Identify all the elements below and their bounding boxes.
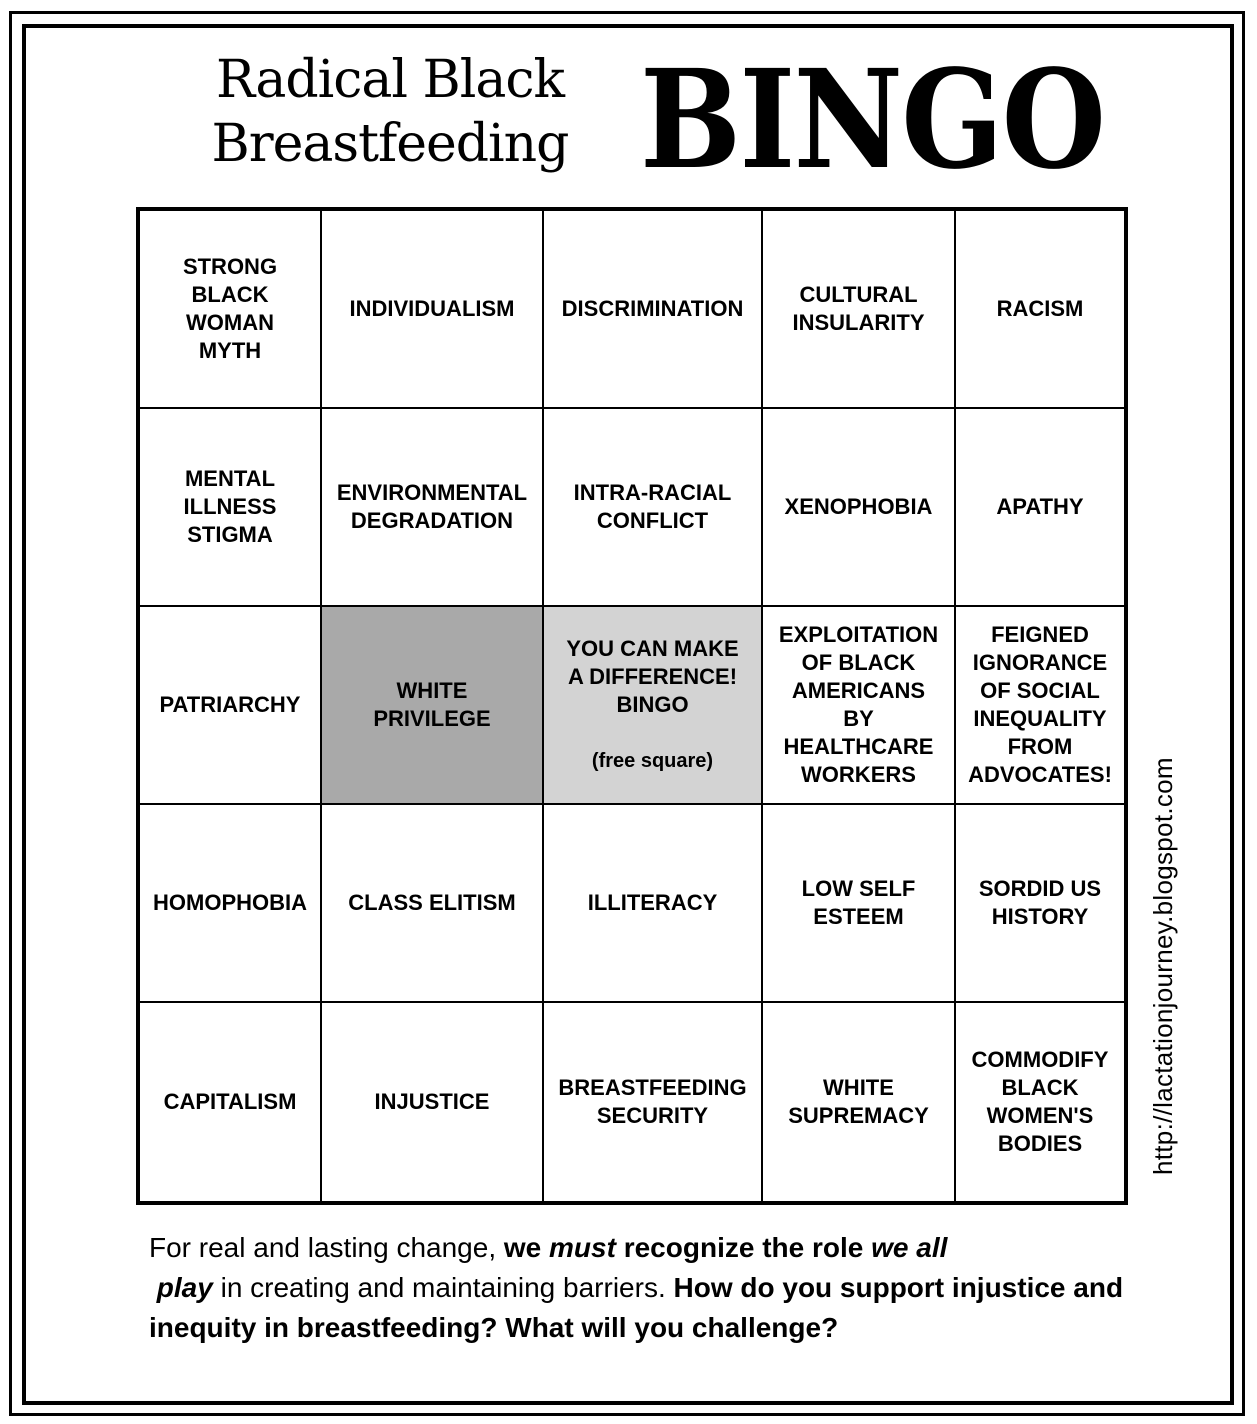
bingo-cell-7[interactable]: ENVIRONMENTAL DEGRADATION	[322, 409, 544, 607]
free-square-label: YOU CAN MAKE A DIFFERENCE! BINGO	[566, 636, 739, 717]
bingo-cell-16[interactable]: HOMOPHOBIA	[140, 805, 322, 1003]
footer-text	[149, 1228, 1149, 1348]
footer-text-3: must	[549, 1232, 616, 1263]
footer-text-2: we	[503, 1232, 550, 1263]
bingo-cell-4[interactable]: CULTURAL INSULARITY	[763, 211, 956, 409]
footer-text-5: we all	[871, 1232, 948, 1263]
bingo-cell-22[interactable]: INJUSTICE	[322, 1003, 544, 1201]
title-line-1: Radical Black	[215, 50, 565, 110]
title-subtitle	[150, 48, 630, 176]
bingo-cell-18[interactable]: ILLITERACY	[544, 805, 763, 1003]
footer-text-7: in creating and maintaining barriers.	[212, 1272, 674, 1303]
footer-text-8: How do you support injustice and inequity in breastfeeding? What will you challenge?	[149, 1272, 1124, 1343]
bingo-cell-8[interactable]: INTRA-RACIAL CONFLICT	[544, 409, 763, 607]
blog-url: http://lactationjourney.blogspot.com	[1148, 757, 1178, 1175]
bingo-cell-19[interactable]: LOW SELF ESTEEM	[763, 805, 956, 1003]
bingo-cell-9[interactable]: XENOPHOBIA	[763, 409, 956, 607]
free-square-note: (free square)	[591, 750, 714, 772]
footer-text-6: play	[156, 1272, 213, 1303]
bingo-cell-5[interactable]: RACISM	[956, 211, 1124, 409]
bingo-cell-white-privilege[interactable]: WHITE PRIVILEGE	[322, 607, 544, 805]
bingo-cell-21[interactable]: CAPITALISM	[140, 1003, 322, 1201]
bingo-cell-23[interactable]: BREASTFEEDING SECURITY	[544, 1003, 763, 1201]
footer-text-1: For real and lasting change,	[149, 1232, 504, 1263]
footer-text-4: recognize the role	[615, 1232, 872, 1263]
title-bingo: BINGO	[640, 40, 1105, 200]
bingo-cell-25[interactable]: COMMODIFY BLACK WOMEN'S BODIES	[971, 1047, 1109, 1156]
bingo-cell-10[interactable]: APATHY	[956, 409, 1124, 607]
bingo-cell-24[interactable]: WHITE SUPREMACY	[763, 1003, 956, 1201]
bingo-cell-20[interactable]: SORDID US HISTORY	[956, 805, 1124, 1003]
bingo-cell-6[interactable]: MENTAL ILLNESS STIGMA	[140, 409, 322, 607]
bingo-cell-17[interactable]: CLASS ELITISM	[322, 805, 544, 1003]
title-line-2: Breastfeeding	[211, 114, 569, 174]
bingo-cell-3[interactable]: DISCRIMINATION	[544, 211, 763, 409]
bingo-cell-11[interactable]: PATRIARCHY	[140, 607, 322, 805]
bingo-cell-14[interactable]: EXPLOITATION OF BLACK AMERICANS BY HEALTHCARE WORKERS	[763, 607, 956, 805]
bingo-cell-2[interactable]: INDIVIDUALISM	[322, 211, 544, 409]
bingo-grid	[136, 207, 1128, 1205]
free-square[interactable]	[544, 607, 763, 805]
bingo-cell-15[interactable]: FEIGNED IGNORANCE OF SOCIAL INEQUALITY FROM ADVOCATES!	[956, 607, 1124, 805]
bingo-cell-1[interactable]: STRONG BLACK WOMAN MYTH	[140, 211, 322, 409]
